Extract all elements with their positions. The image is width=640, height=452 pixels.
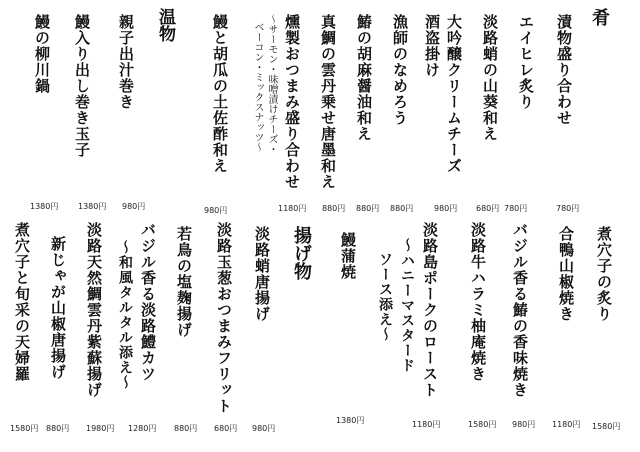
menu-item-description: ベーコン・ミックスナッツ～	[252, 22, 263, 152]
menu-item-name: 新じゃが山椒唐揚げ	[49, 236, 67, 380]
menu-item-price: 880円	[356, 204, 380, 213]
menu-item-name: 若鳥の塩麹揚げ	[175, 226, 193, 338]
menu-item-name: 煮穴子と旬采の天婦羅	[13, 222, 31, 382]
menu-item-name: 漬物盛り合わせ	[555, 14, 573, 126]
menu-item-price: 1980円	[86, 424, 115, 433]
menu-item-name: 淡路蛸の山葵和え	[481, 14, 499, 142]
menu-item-price: 1580円	[592, 422, 621, 431]
menu-item-price: 880円	[174, 424, 198, 433]
menu-item-name: 淡路蛸唐揚げ	[253, 226, 271, 322]
menu-item-price: 1580円	[468, 420, 497, 429]
section-heading-sakana	[590, 8, 608, 26]
menu-item-price: 1180円	[412, 420, 441, 429]
menu-item-name: 鰻蒲焼	[339, 232, 357, 280]
menu-item-name: 合鴨山椒焼き	[557, 226, 575, 322]
menu-item-price: 880円	[46, 424, 70, 433]
section-heading-label: 肴	[589, 8, 610, 26]
menu-item-name-continued: 酒盗掛け	[423, 14, 441, 78]
menu-item-name: エイヒレ炙り	[517, 14, 535, 110]
menu-item-name: 真鯛の雲丹乗せ唐墨和え	[319, 14, 337, 190]
menu-item-price: 880円	[390, 204, 414, 213]
section-heading-onmono	[156, 8, 173, 42]
menu-item-price: 980円	[252, 424, 276, 433]
menu-item-price: 1580円	[10, 424, 39, 433]
section-heading-label: 温物	[155, 8, 175, 42]
menu-item-name: バジル香る鰆の香味焼き	[511, 222, 529, 398]
menu-item-name: 大吟醸クリームチーズ	[445, 14, 463, 174]
menu-item-price: 680円	[214, 424, 238, 433]
menu-item-name: 鰻入り出し巻き玉子	[73, 14, 91, 158]
menu-item-price: 680円	[476, 204, 500, 213]
menu-item-name: バジル香る淡路鱧カツ	[139, 222, 157, 382]
menu-item-price: 1380円	[336, 416, 365, 425]
menu-item-price: 880円	[322, 204, 346, 213]
menu-item-name: 淡路玉葱おつまみフリット	[215, 222, 233, 414]
menu-item-price: 1380円	[78, 202, 107, 211]
menu-item-price: 780円	[556, 204, 580, 213]
menu-item-description: ～ハニーマスタード	[399, 238, 415, 373]
menu-item-name: 鰆の胡麻醤油和え	[355, 14, 373, 142]
menu-item-price: 1280円	[128, 424, 157, 433]
menu-item-name: 鰻の柳川鍋	[33, 14, 51, 94]
menu-item-name: 親子出汁巻き	[117, 14, 135, 110]
menu-item-price: 1180円	[278, 204, 307, 213]
menu-item-description: ～サーモン・味噌漬けチーズ・	[266, 14, 277, 154]
menu-item-price: 980円	[434, 204, 458, 213]
menu-item-price: 1380円	[30, 202, 59, 211]
menu-item-name: 燻製おつまみ盛り合わせ	[283, 14, 301, 190]
menu-item-name: 淡路島ポークのロースト	[421, 222, 439, 398]
menu-item-description: ソース添え～	[377, 252, 393, 342]
menu-item-price: 980円	[204, 206, 228, 215]
section-heading-label: 揚げ物	[291, 226, 312, 280]
menu-item-name: 淡路牛ハラミ柚庵焼き	[469, 222, 487, 382]
menu-item-description: ～和風タルタル添え～	[117, 240, 133, 390]
menu-item-name: 鰻と胡瓜の土佐酢和え	[211, 14, 229, 174]
menu-item-name: 煮穴子の炙り	[595, 226, 613, 322]
menu-item-name: 淡路天然鯛雲丹紫蘇揚げ	[85, 222, 103, 398]
menu-item-price: 780円	[504, 204, 528, 213]
menu-item-price: 980円	[512, 420, 536, 429]
section-heading-agemono	[292, 226, 310, 280]
menu-item-name: 漁師のなめろう	[391, 14, 409, 126]
menu-item-price: 1180円	[552, 420, 581, 429]
menu-item-price: 980円	[122, 202, 146, 211]
